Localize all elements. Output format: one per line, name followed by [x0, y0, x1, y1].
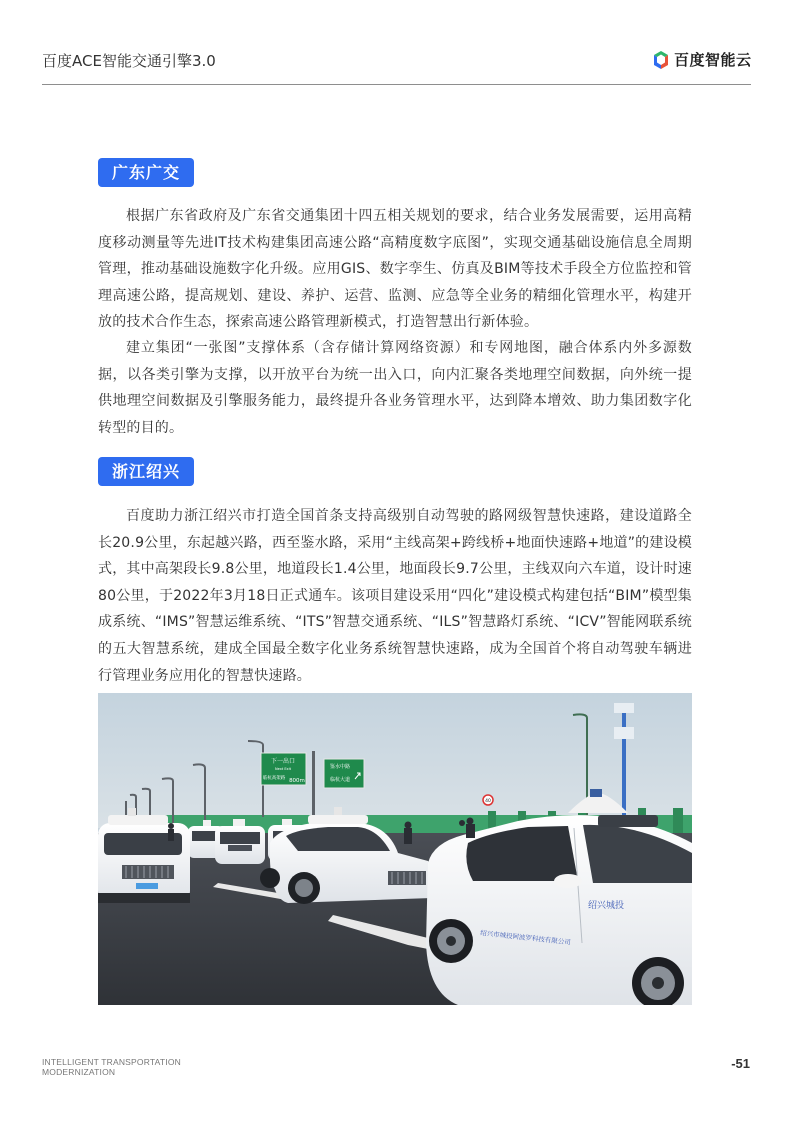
car-logo-text: 绍兴城投: [588, 901, 625, 911]
header-divider: [42, 84, 751, 85]
sign-left-line2: Next Exit: [275, 767, 291, 771]
paragraph-zhejiang-1: 百度助力浙江绍兴市打造全国首条支持高级别自动驾驶的路网级智慧快速路，建设道路全长20.9公里，东起越兴路，西至鉴水路，采用“主线高架+跨线桥+地面快速路+地道”的建设模式，其中高架段长9.8公里，地道段长1.4公里，地面段长9.7公里，主线双向六车道，设计时速80公里，于2022年3月18日正式通车。该项目建设采用“四化”建设模式构建包括“BIM”模型集成系统、“IMS”智慧运维系统、“ITS”智慧交通系统、“ILS”智慧路灯系统、“ICV”智能网联系统的五大智慧系统，建成全国最全数字化业务系统智慧快速路，成为全国首个将自动驾驶车辆进行管理业务应用化的智慧快速路。: [98, 508, 692, 684]
section-badge-zhejiang: 浙江绍兴: [98, 457, 194, 486]
sign-left-distance: 800m: [289, 778, 305, 784]
paragraph-guangdong-1: 根据广东省政府及广东省交通集团十四五相关规划的要求，结合业务发展需要，运用高精度移动测量等先进IT技术构建集团高速公路“高精度数字底图”，实现交通基础设施信息全周期管理，推动基础设施数字化升级。应用GIS、数字孪生、仿真及BIM等技术手段全方位监控和管理高速公路，提高规划、建设、养护、运营、监测、应急等全业务的精细化管理水平，构建开放的技术合作生态，探索高速公路管理新模式，打造智慧出行新体验。: [98, 208, 692, 331]
page-number: -51: [731, 1056, 750, 1071]
paragraph-guangdong-2: 建立集团“一张图”支撑体系（含存储计算网络资源）和专网地图，融合体系内外多源数据，以各类引擎为支撑，以开放平台为统一出入口，向内汇聚各类地理空间数据，向外统一提供地理空间数据及引擎服务能力，最终提升各业务管理水平，达到降本增效、助力集团数字化转型的目的。: [98, 340, 692, 436]
brand-name: 百度智能云: [674, 51, 752, 69]
footer-series-label: [42, 1057, 181, 1077]
footer-line-2: MODERNIZATION: [42, 1067, 116, 1077]
sign-right-line2: 临杭大道: [329, 777, 351, 783]
section-badge-guangdong: 广东广交: [98, 158, 194, 187]
baidu-ai-cloud-logo-icon: [651, 50, 671, 70]
document-title: 百度ACE智能交通引擎3.0: [42, 52, 216, 70]
sign-right-line1: 鉴水中路: [329, 764, 351, 770]
photo-illustration: [98, 693, 692, 1005]
sign-left-line3: 临杭高架路: [262, 776, 286, 781]
sign-left-line1: 下一出口: [270, 758, 296, 765]
brand-logo-group: [651, 49, 752, 70]
footer-line-1: INTELLIGENT TRANSPORTATION: [42, 1057, 182, 1067]
car-door-text: 绍兴市城投阿波罗科技有限公司: [479, 929, 572, 947]
autonomous-vehicles-photo: [98, 693, 692, 1005]
speed-limit-sign: 40: [485, 799, 491, 804]
